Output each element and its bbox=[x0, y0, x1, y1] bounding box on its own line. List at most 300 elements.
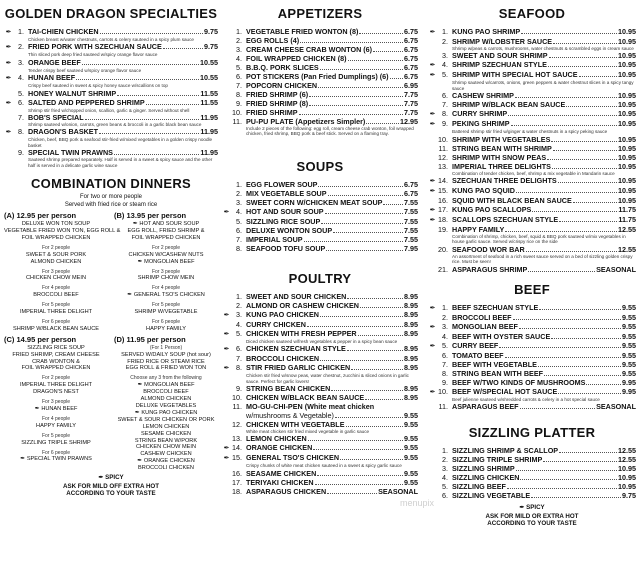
pepper-icon: ✒ bbox=[429, 178, 436, 186]
item-number: 20. bbox=[438, 244, 448, 254]
dot-leader bbox=[346, 426, 404, 427]
item-price: 9.95 bbox=[622, 386, 636, 396]
dot-leader bbox=[553, 43, 617, 44]
item-description: Include 2 pieces of the following: egg roll, cream cheese crab wonton, foil wrapped chicken, fried shrimp, BBQ pork & beef stick. Served on a flaming tray. bbox=[246, 126, 414, 137]
combo-line bbox=[114, 417, 218, 424]
combo-line bbox=[114, 319, 218, 326]
seafood-item bbox=[428, 153, 636, 162]
combo-line bbox=[114, 424, 218, 431]
item-price: 10.95 bbox=[618, 161, 636, 171]
item-name: FOIL WRAPPED CHICKEN (8) bbox=[246, 54, 347, 63]
beef-list bbox=[428, 303, 636, 411]
item-number: 3. bbox=[442, 51, 448, 61]
seafood-item bbox=[428, 51, 636, 60]
item-price: 7.55 bbox=[404, 206, 418, 216]
item-number: 16. bbox=[438, 196, 448, 206]
combo-line bbox=[114, 444, 218, 451]
item-price: 9.55 bbox=[622, 321, 636, 331]
combo-line-text: For 5 people bbox=[41, 432, 71, 439]
item-number: 11. bbox=[232, 117, 242, 126]
item-name: KUNG PAO SCALLOPS bbox=[452, 205, 532, 215]
combo-line bbox=[4, 389, 108, 396]
beef-item bbox=[428, 313, 636, 322]
item-number: 2. bbox=[236, 300, 242, 310]
item-name: SHRIMP WITH SPECIAL HOT SAUCE bbox=[452, 70, 578, 80]
item-name: SZECHUAN THREE DELIGHTS bbox=[452, 176, 557, 186]
poultry-item bbox=[222, 487, 418, 496]
dot-leader bbox=[82, 64, 199, 65]
item-price: 8.95 bbox=[404, 319, 418, 329]
item-price: 10.95 bbox=[618, 196, 636, 206]
soups-title: SOUPS bbox=[296, 158, 344, 174]
combo-line bbox=[114, 382, 218, 389]
item-number: 10. bbox=[232, 108, 242, 117]
combo-line bbox=[4, 235, 108, 242]
dot-leader bbox=[360, 307, 403, 308]
poultry-item bbox=[222, 402, 418, 411]
combo-line-text: BROCCOLI BEEF bbox=[33, 292, 79, 299]
sizzling-item bbox=[428, 455, 636, 464]
pepper-icon: ✒ bbox=[429, 217, 436, 225]
item-name: FRIED SHRIMP bbox=[246, 108, 298, 117]
item-name: PU-PU PLATE (Appetizers Simpler) bbox=[246, 117, 366, 126]
combo-line bbox=[4, 352, 108, 359]
item-name: SALTED AND PEPPERED SHRIMP bbox=[28, 97, 145, 107]
dot-leader bbox=[327, 493, 377, 494]
pepper-icon: ✒ bbox=[134, 409, 142, 416]
item-name: BEEF SZECHUAN STYLE bbox=[452, 302, 539, 312]
combo-line bbox=[4, 259, 108, 266]
sizzling-item bbox=[428, 446, 636, 455]
item-number: 7. bbox=[236, 81, 242, 90]
item-name: BROCCOLI BEEF bbox=[452, 312, 512, 322]
item-price: 7.55 bbox=[404, 197, 418, 207]
beef-item bbox=[428, 351, 636, 360]
item-price: 7.95 bbox=[404, 243, 418, 253]
item-name: STRING BEAN WITH BEEF bbox=[452, 368, 544, 378]
dot-leader bbox=[543, 461, 617, 462]
item-number: 7. bbox=[442, 100, 448, 110]
item-number: 6. bbox=[18, 97, 24, 107]
item-price: 10.95 bbox=[618, 186, 636, 196]
item-number: 1. bbox=[442, 446, 448, 456]
pepper-icon: ✒ bbox=[429, 72, 436, 80]
dot-leader bbox=[85, 119, 200, 120]
item-price: 6.75 bbox=[404, 63, 418, 72]
dot-leader bbox=[320, 69, 403, 70]
dot-leader bbox=[373, 51, 403, 52]
combo-line bbox=[4, 440, 108, 447]
combo-line-text: For 2 people bbox=[151, 244, 181, 251]
item-number: 17. bbox=[438, 205, 448, 215]
item-number: 2. bbox=[442, 455, 448, 465]
dot-leader bbox=[299, 114, 403, 115]
pepper-icon: ✒ bbox=[5, 99, 12, 107]
item-number: 8. bbox=[236, 243, 242, 253]
combo-d-head: (D) 11.95 per person bbox=[114, 334, 186, 344]
item-description: An assortment of seafood in a rich sweet sauce served on a bed of sizzling golden crispy rice. Must be seen! bbox=[452, 253, 633, 265]
item-price: 8.95 bbox=[404, 354, 418, 364]
item-number: 4. bbox=[18, 73, 24, 83]
dot-leader bbox=[308, 440, 403, 441]
item-number: 13. bbox=[232, 434, 242, 444]
dot-leader bbox=[117, 95, 199, 96]
combo-line bbox=[114, 345, 218, 352]
item-price: 9.55 bbox=[404, 420, 418, 430]
item-name: GENERAL TSO'S CHICKEN bbox=[246, 453, 340, 463]
combo-line-text: HOT AND SOUR SOUP bbox=[139, 221, 200, 228]
seafood-item bbox=[428, 70, 636, 80]
beef-item bbox=[428, 303, 636, 313]
seafood-item bbox=[428, 100, 636, 109]
sizzling-list bbox=[428, 446, 636, 500]
item-price: 10.95 bbox=[618, 152, 636, 162]
item-price: 11.95 bbox=[200, 113, 218, 123]
soups-list bbox=[222, 180, 418, 253]
item-number: 10. bbox=[232, 393, 242, 403]
poultry-item bbox=[222, 329, 418, 339]
item-price: 6.75 bbox=[404, 45, 418, 54]
combo-line-text: For 5 people bbox=[151, 302, 181, 309]
dot-leader bbox=[347, 350, 403, 351]
specialty-item bbox=[4, 89, 218, 98]
item-name: BEEF WITH VEGETABLE bbox=[452, 359, 537, 369]
combo-c bbox=[4, 333, 108, 472]
poultry-title: POULTRY bbox=[288, 270, 352, 286]
pepper-icon: ✒ bbox=[223, 208, 230, 216]
pepper-icon: ✒ bbox=[5, 44, 12, 52]
combo-line bbox=[114, 431, 218, 438]
appetizer-item bbox=[222, 81, 418, 90]
item-number: 21. bbox=[438, 264, 448, 274]
item-name: SHRIMP WITH SNOW PEAS bbox=[452, 152, 547, 162]
dot-leader bbox=[333, 232, 403, 233]
item-description: Beef julienne sauteed w/shredded carrots & celery in a hot special sauce bbox=[452, 396, 600, 402]
combo-line bbox=[4, 245, 108, 252]
combo-line-text: For 4 people bbox=[151, 285, 181, 292]
combo-line bbox=[4, 399, 108, 406]
pepper-icon: ✒ bbox=[429, 121, 436, 129]
combo-b-lines bbox=[114, 221, 218, 333]
dot-leader bbox=[499, 347, 621, 348]
pepper-icon: ✒ bbox=[223, 455, 230, 463]
item-number: 14. bbox=[232, 443, 242, 453]
item-description: Chicken, beef, BBQ pork & seafood stir-fried w/mixed vegetables in a golden crispy noodle basket bbox=[28, 137, 213, 148]
item-number: 8. bbox=[236, 363, 242, 373]
combo-line-text: FOIL WRAPPED CHICKEN bbox=[21, 365, 91, 372]
combo-line-text: ALMOND CHICKEN bbox=[140, 396, 192, 403]
poultry-item bbox=[222, 384, 418, 393]
appetizer-item bbox=[222, 36, 418, 45]
item-number: 9. bbox=[442, 119, 448, 129]
item-price: 7.55 bbox=[404, 216, 418, 226]
seafood-item bbox=[428, 205, 636, 215]
poultry-item bbox=[222, 478, 418, 487]
item-name: STRING BEAN CHICKEN bbox=[246, 384, 331, 394]
item-price: 9.75 bbox=[204, 27, 218, 36]
item-name: PEKING SHRIMP bbox=[452, 119, 510, 129]
beef-item bbox=[428, 369, 636, 378]
item-description: White meat chicken stir fried mixed vegetable in garlic sauce bbox=[246, 429, 370, 435]
item-name: SIZZLING RICE SOUP bbox=[246, 216, 321, 226]
dot-leader bbox=[511, 125, 617, 126]
item-price: 8.95 bbox=[404, 393, 418, 403]
item-price: 9.55 bbox=[622, 302, 636, 312]
dot-leader bbox=[146, 104, 200, 105]
combo-line-text: STRING BEAN W/PORK bbox=[134, 437, 198, 444]
seafood-item bbox=[428, 135, 636, 144]
combo-line-text: IMPERIAL THREE DELIGHT bbox=[19, 309, 93, 316]
dot-leader bbox=[539, 309, 621, 310]
sizzling-item bbox=[428, 464, 636, 473]
dot-leader bbox=[548, 66, 617, 67]
item-name: SWEET AND SOUR SHRIMP bbox=[452, 51, 548, 61]
combo-line-text: For 4 people bbox=[41, 415, 71, 422]
item-price: 10.95 bbox=[618, 176, 636, 186]
combo-line bbox=[114, 292, 218, 299]
seafood-title: SEAFOOD bbox=[498, 6, 566, 21]
item-number: 1. bbox=[442, 27, 448, 36]
item-number: 8. bbox=[442, 368, 448, 378]
combo-line bbox=[4, 365, 108, 372]
dot-leader bbox=[320, 360, 403, 361]
right-column bbox=[428, 6, 636, 528]
item-name: MO-GU-CHI-PEN (White meat chicken bbox=[246, 402, 375, 412]
item-name: SEAFOOD TOFU SOUP bbox=[246, 243, 326, 253]
item-name: ORANGE BEEF bbox=[28, 57, 81, 67]
item-number: 12. bbox=[438, 152, 448, 162]
item-price: 10.55 bbox=[200, 57, 218, 67]
combo-line bbox=[114, 302, 218, 309]
item-name: CHICKEN W/BLACK BEAN SAUCE bbox=[246, 393, 365, 403]
item-number: 11. bbox=[232, 402, 242, 412]
soup-item bbox=[222, 235, 418, 244]
item-price: 9.55 bbox=[404, 453, 418, 463]
item-price: 9.55 bbox=[622, 350, 636, 360]
combo-line bbox=[4, 406, 108, 413]
item-name: B.B.Q. PORK SLICES bbox=[246, 63, 319, 72]
dot-leader bbox=[347, 298, 403, 299]
item-name: HUNAN BEEF bbox=[28, 73, 76, 83]
sizzling-note2: ACCORDING TO YOUR TASTE bbox=[487, 520, 577, 528]
item-number: 3. bbox=[442, 321, 448, 331]
combo-line-text: SWEET & SOUR CHICKEN OR PORK bbox=[117, 416, 215, 423]
item-number: 7. bbox=[236, 354, 242, 364]
seafood-item bbox=[428, 225, 636, 234]
appetizer-item bbox=[222, 117, 418, 126]
pepper-icon: ✒ bbox=[429, 188, 436, 196]
specialty-item bbox=[4, 58, 218, 68]
middle-column bbox=[222, 6, 418, 496]
item-price: 12.55 bbox=[618, 225, 636, 235]
item-name: TERIYAKI CHICKEN bbox=[246, 477, 314, 487]
item-price: 10.95 bbox=[618, 27, 636, 36]
item-price: 6.75 bbox=[404, 36, 418, 45]
item-name: LEMON CHICKEN bbox=[246, 434, 307, 444]
combo-spicy-label: SPICY bbox=[105, 474, 124, 482]
combo-line-text: For 4 people bbox=[41, 285, 71, 292]
item-name: IMPERIAL SOUP bbox=[246, 234, 303, 244]
specialty-item bbox=[4, 27, 218, 37]
item-name: POPCORN CHICKEN bbox=[246, 81, 318, 90]
combo-line bbox=[114, 359, 218, 366]
item-price: 6.75 bbox=[404, 72, 418, 81]
poultry-item bbox=[222, 469, 418, 478]
item-price: 9.55 bbox=[404, 443, 418, 453]
item-description: Battered shrimp stir fried w/ginger & water chestnuts in a spicy peking sauce bbox=[452, 129, 608, 135]
item-number: 1. bbox=[236, 179, 242, 189]
combo-line-text: GENERAL TSO'S CHICKEN bbox=[133, 292, 205, 299]
combo-line-text: DELUXE VEGETABLES bbox=[135, 403, 197, 409]
dot-leader bbox=[358, 335, 403, 336]
item-number: 6. bbox=[442, 91, 448, 101]
dot-leader bbox=[326, 250, 403, 251]
specialties-list bbox=[4, 27, 218, 168]
item-price: 9.75 bbox=[622, 491, 636, 501]
item-number: 4. bbox=[442, 60, 448, 70]
poultry-item bbox=[222, 320, 418, 329]
item-price: 7.55 bbox=[404, 234, 418, 244]
poultry-item bbox=[222, 393, 418, 402]
combo-note1: ASK FOR MILD OFF EXTRA HOT bbox=[62, 482, 159, 490]
item-number: 5. bbox=[442, 70, 448, 80]
combo-line bbox=[114, 252, 218, 259]
item-price: 10.95 bbox=[618, 60, 636, 70]
combo-line bbox=[114, 389, 218, 396]
combo-line bbox=[4, 450, 108, 457]
item-name: ASPARAGUS BEEF bbox=[452, 402, 519, 412]
combo-line bbox=[4, 345, 108, 352]
dot-leader bbox=[325, 213, 403, 214]
item-price: SEASONAL bbox=[596, 264, 636, 274]
pepper-icon: ✒ bbox=[223, 445, 230, 453]
item-price: 9.55 bbox=[622, 340, 636, 350]
combo-line-text: IMPERIAL THREE DELIGHT bbox=[19, 382, 93, 389]
item-name: HAPPY FAMILY bbox=[452, 225, 505, 235]
seafood-item bbox=[428, 27, 636, 37]
item-price: 7.75 bbox=[404, 99, 418, 108]
beef-item bbox=[428, 402, 636, 411]
dot-leader bbox=[531, 497, 621, 498]
pepper-icon: ✒ bbox=[20, 456, 27, 463]
pepper-icon: ✒ bbox=[5, 59, 12, 67]
item-price: 9.55 bbox=[622, 331, 636, 341]
combo-line bbox=[114, 375, 218, 382]
dot-leader bbox=[307, 326, 403, 327]
combo-line-text: ALMOND CHICKEN bbox=[30, 258, 82, 265]
beef-item bbox=[428, 341, 636, 351]
combo-line-text: FRIED SHRIMP, CREAM CHEESE bbox=[12, 351, 100, 358]
seafood-item bbox=[428, 119, 636, 129]
item-number: 14. bbox=[438, 176, 448, 186]
item-price: 9.95 bbox=[622, 377, 636, 387]
dot-leader bbox=[586, 384, 621, 385]
item-price: 10.95 bbox=[618, 134, 636, 144]
item-description: Shrimp w/peas & carrots, mushrooms, water chestnuts & scrambled eggs in cream sauce bbox=[452, 46, 634, 51]
item-number: 10. bbox=[438, 134, 448, 144]
item-number: 1. bbox=[18, 27, 24, 36]
item-number: 3. bbox=[18, 57, 24, 67]
dot-leader bbox=[528, 271, 595, 272]
item-name: CURRY BEEF bbox=[452, 340, 499, 350]
pepper-icon: ✒ bbox=[429, 304, 436, 312]
combo-line-text: FOIL WRAPPED CHICKEN bbox=[21, 234, 91, 241]
item-description: Combination of shrimp, chicken, beef, squid & BBQ pork sauteed w/mix vegetables in house garlic sauce. Served w/crispy rice on the side bbox=[452, 234, 626, 245]
item-number: 4. bbox=[236, 319, 242, 329]
soup-item bbox=[222, 189, 418, 198]
item-price: 12.55 bbox=[618, 446, 636, 456]
item-name: ASPARAGUS CHICKEN bbox=[246, 486, 327, 496]
combo-line-text: CRAB WONTON & bbox=[32, 358, 80, 365]
appetizer-item bbox=[222, 45, 418, 54]
item-name: MIX VEGETABLE SOUP bbox=[246, 188, 327, 198]
item-name: DELUXE WONTON SOUP bbox=[246, 225, 333, 235]
poultry-item bbox=[222, 453, 418, 463]
dot-leader bbox=[505, 231, 617, 232]
pepper-icon: ✒ bbox=[137, 382, 145, 389]
combo-a bbox=[4, 209, 121, 333]
item-name: CREAM CHEESE CRAB WONTON (6) bbox=[246, 45, 373, 54]
combo-line-text: For 6 people bbox=[41, 318, 71, 325]
dot-leader bbox=[520, 479, 617, 480]
item-description: Crispy chunks of white meat chicken sauteed in a sweet & spicy garlic sauce bbox=[246, 463, 402, 469]
combo-line bbox=[114, 365, 218, 372]
combo-line-text: CHICKEN CHOW MEIN bbox=[136, 444, 196, 451]
seafood-item bbox=[428, 265, 636, 274]
pepper-icon: ✒ bbox=[137, 258, 145, 265]
item-number: 17. bbox=[232, 477, 242, 487]
item-number: 8. bbox=[442, 109, 448, 119]
dot-leader bbox=[515, 97, 617, 98]
seafood-item bbox=[428, 91, 636, 100]
item-price: 6.75 bbox=[404, 27, 418, 36]
item-name: FRIED PORK WITH SZECHUAN SAUCE bbox=[28, 42, 162, 52]
combo-line-text: EGG ROLL & FRIED WON TON bbox=[125, 365, 207, 372]
combo-line bbox=[114, 352, 218, 359]
dot-leader bbox=[558, 182, 617, 183]
item-description: Diced chicken sauteed w/fresh vegetables & pepper in a spicy bean sauce bbox=[246, 338, 398, 344]
combo-line bbox=[114, 245, 218, 252]
seafood-item bbox=[428, 109, 636, 119]
item-name: BEEF W/TWO KINDS OF MUSHROOMS bbox=[452, 377, 586, 387]
item-name: VEGETABLE FRIED WONTON (8) bbox=[246, 27, 359, 36]
item-name: SEAFOOD WOR BAR bbox=[452, 244, 525, 254]
combo-line-text: VEGETABLE FRIED WON TON, EGG ROLL & bbox=[4, 227, 121, 234]
combo-line bbox=[4, 375, 108, 382]
item-name: BOB'S SPECIAL bbox=[28, 113, 84, 123]
item-price: 12.55 bbox=[618, 455, 636, 465]
item-description: Thin sliced pork deep fried sauteed w/spicy orange flavor sauce bbox=[28, 52, 158, 58]
seafood-item bbox=[428, 162, 636, 171]
beef-item bbox=[428, 378, 636, 387]
item-number: 13. bbox=[438, 161, 448, 171]
item-number: 4. bbox=[442, 473, 448, 483]
combo-line bbox=[4, 433, 108, 440]
left-column bbox=[4, 6, 218, 498]
specialty-item bbox=[4, 127, 218, 137]
item-name: HONEY WALNUT SHRIMP bbox=[28, 88, 117, 98]
watermark: menupix bbox=[400, 498, 435, 508]
combination-sub2: Served with fried rice or steam rice bbox=[64, 202, 158, 209]
dot-leader bbox=[320, 316, 403, 317]
item-name: SCALLOPS SZECHUAN STYLE bbox=[452, 215, 559, 225]
item-price: 9.75 bbox=[204, 42, 218, 52]
combo-d bbox=[114, 333, 218, 472]
beef-item bbox=[428, 360, 636, 369]
poultry-item bbox=[222, 301, 418, 310]
combo-line bbox=[4, 221, 108, 228]
item-price: 7.75 bbox=[404, 108, 418, 117]
